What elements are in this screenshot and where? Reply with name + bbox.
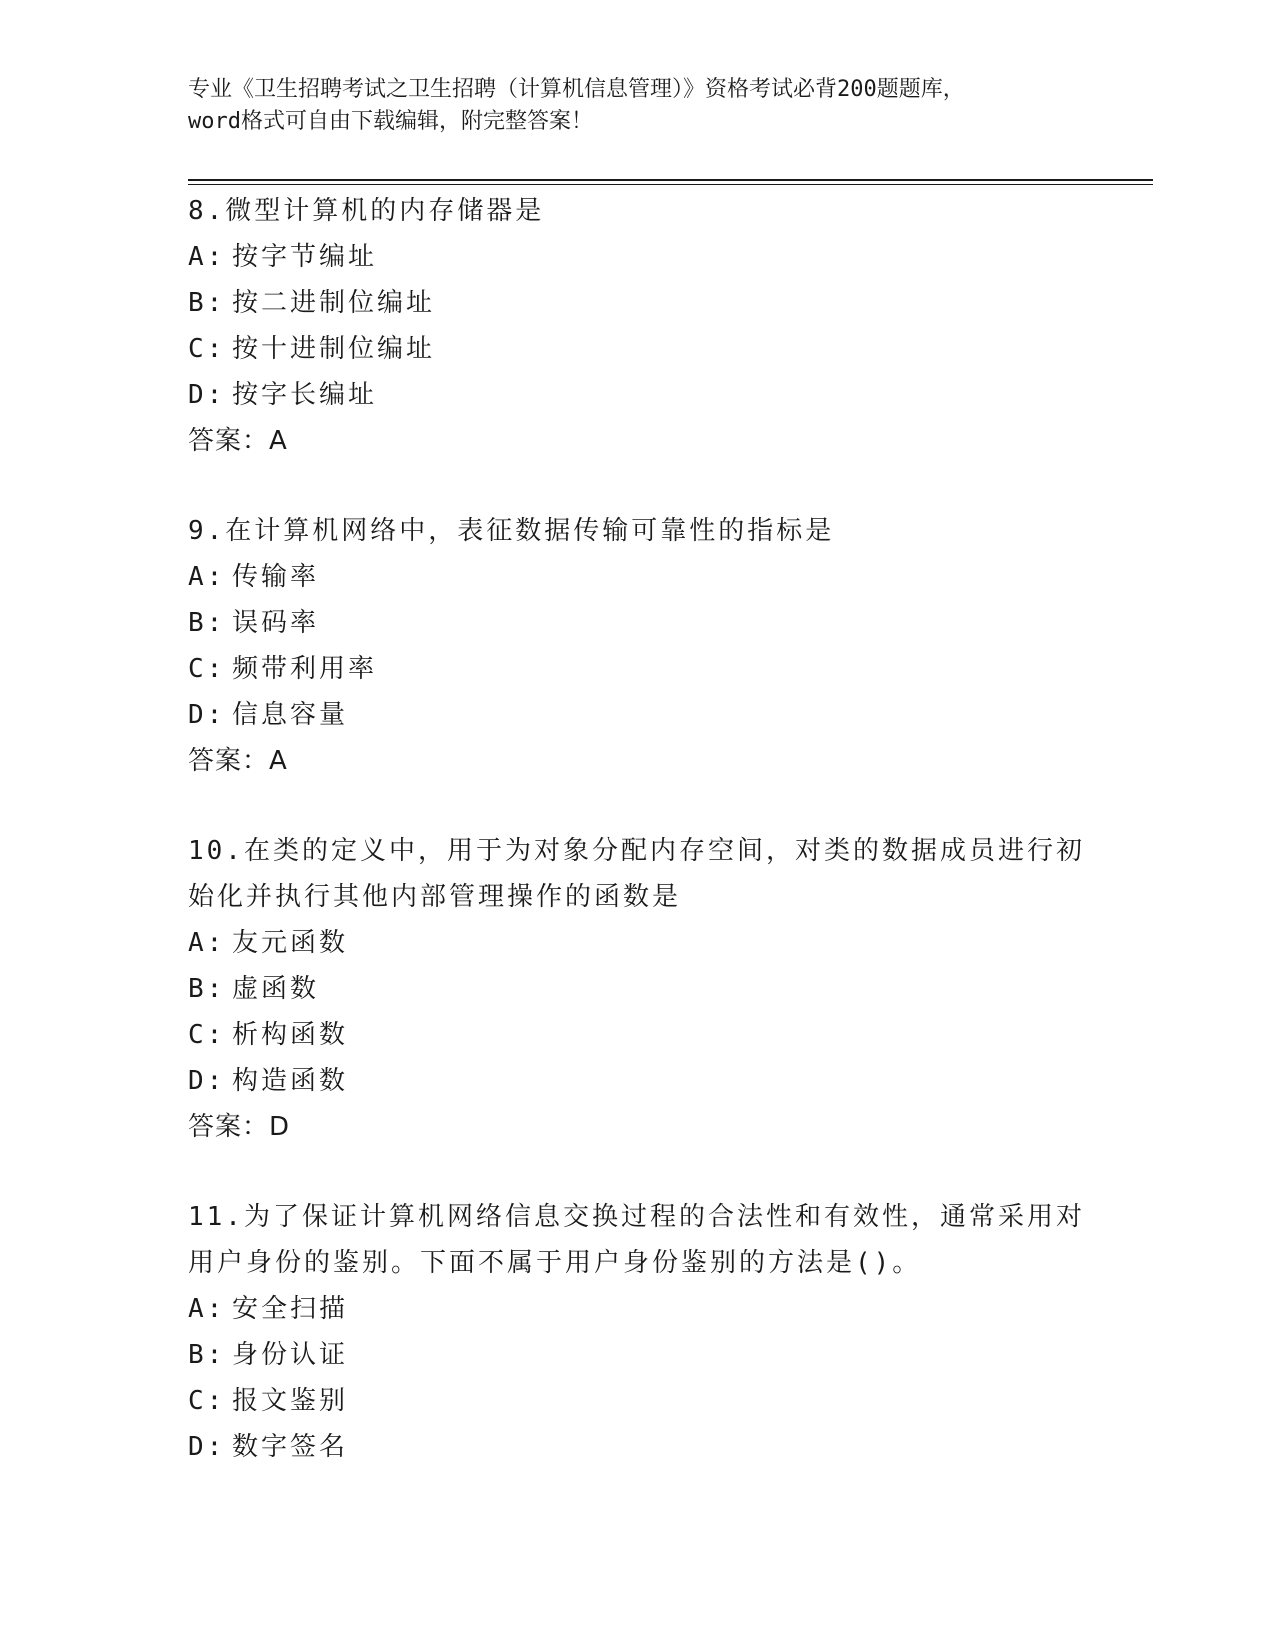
option-letter: A: xyxy=(188,562,226,592)
option-letter: A: xyxy=(188,928,226,958)
option-letter: C: xyxy=(188,654,226,684)
question-stem: 11.为了保证计算机网络信息交换过程的合法性和有效性，通常采用对用户身份的鉴别。下面不属于用户身份鉴别的方法是()。 xyxy=(188,1202,1085,1278)
answer-line: 答案：A xyxy=(188,426,288,456)
option-letter: C: xyxy=(188,1020,226,1050)
document-header xyxy=(188,74,1088,138)
option-text: 按字节编址 xyxy=(232,242,378,272)
option-text: 传输率 xyxy=(232,562,320,592)
question-stem: 10.在类的定义中，用于为对象分配内存空间，对类的数据成员进行初始化并执行其他内部管理操作的函数是 xyxy=(188,836,1085,912)
option-letter: C: xyxy=(188,334,226,364)
option-letter: D: xyxy=(188,380,226,410)
question-item xyxy=(188,188,1088,464)
option-letter: D: xyxy=(188,1066,226,1096)
option-c xyxy=(188,326,1088,372)
question-item xyxy=(188,508,1088,784)
option-letter: A: xyxy=(188,242,226,272)
question-stem: 9.在计算机网络中，表征数据传输可靠性的指标是 xyxy=(188,516,835,546)
question-item xyxy=(188,828,1088,1150)
header-line-2: word格式可自由下载编辑，附完整答案！ xyxy=(188,109,593,134)
option-letter: B: xyxy=(188,288,226,318)
option-text: 频带利用率 xyxy=(232,654,378,684)
option-text: 析构函数 xyxy=(232,1020,349,1050)
option-text: 虚函数 xyxy=(232,974,320,1004)
option-letter: D: xyxy=(188,700,226,730)
option-text: 数字签名 xyxy=(232,1432,349,1462)
option-letter: B: xyxy=(188,608,226,638)
option-text: 安全扫描 xyxy=(232,1294,349,1324)
option-text: 信息容量 xyxy=(232,700,349,730)
option-letter: A: xyxy=(188,1294,226,1324)
option-text: 按十进制位编址 xyxy=(232,334,436,364)
question-stem: 8.微型计算机的内存储器是 xyxy=(188,196,545,226)
answer-line: 答案：D xyxy=(188,1112,291,1142)
header-line-1: 专业《卫生招聘考试之卫生招聘（计算机信息管理）》资格考试必背200题题库， xyxy=(188,77,965,102)
option-letter: C: xyxy=(188,1386,226,1416)
option-text: 友元函数 xyxy=(232,928,349,958)
option-text: 构造函数 xyxy=(232,1066,349,1096)
option-d xyxy=(188,692,1088,738)
option-text: 按二进制位编址 xyxy=(232,288,436,318)
question-item xyxy=(188,1194,1088,1470)
answer-line: 答案：A xyxy=(188,746,288,776)
option-c xyxy=(188,1012,1088,1058)
option-b xyxy=(188,280,1088,326)
header-divider-thick xyxy=(188,179,1153,181)
option-a xyxy=(188,554,1088,600)
header-divider-thin xyxy=(188,184,1153,185)
option-a xyxy=(188,1286,1088,1332)
option-c xyxy=(188,646,1088,692)
option-letter: D: xyxy=(188,1432,226,1462)
option-text: 报文鉴别 xyxy=(232,1386,349,1416)
option-d xyxy=(188,372,1088,418)
option-letter: B: xyxy=(188,974,226,1004)
option-letter: B: xyxy=(188,1340,226,1370)
option-a xyxy=(188,920,1088,966)
option-text: 误码率 xyxy=(232,608,320,638)
option-text: 身份认证 xyxy=(232,1340,349,1370)
option-b xyxy=(188,966,1088,1012)
question-list xyxy=(188,188,1088,1514)
option-d xyxy=(188,1424,1088,1470)
option-a xyxy=(188,234,1088,280)
option-d xyxy=(188,1058,1088,1104)
option-c xyxy=(188,1378,1088,1424)
option-b xyxy=(188,600,1088,646)
option-text: 按字长编址 xyxy=(232,380,378,410)
option-b xyxy=(188,1332,1088,1378)
